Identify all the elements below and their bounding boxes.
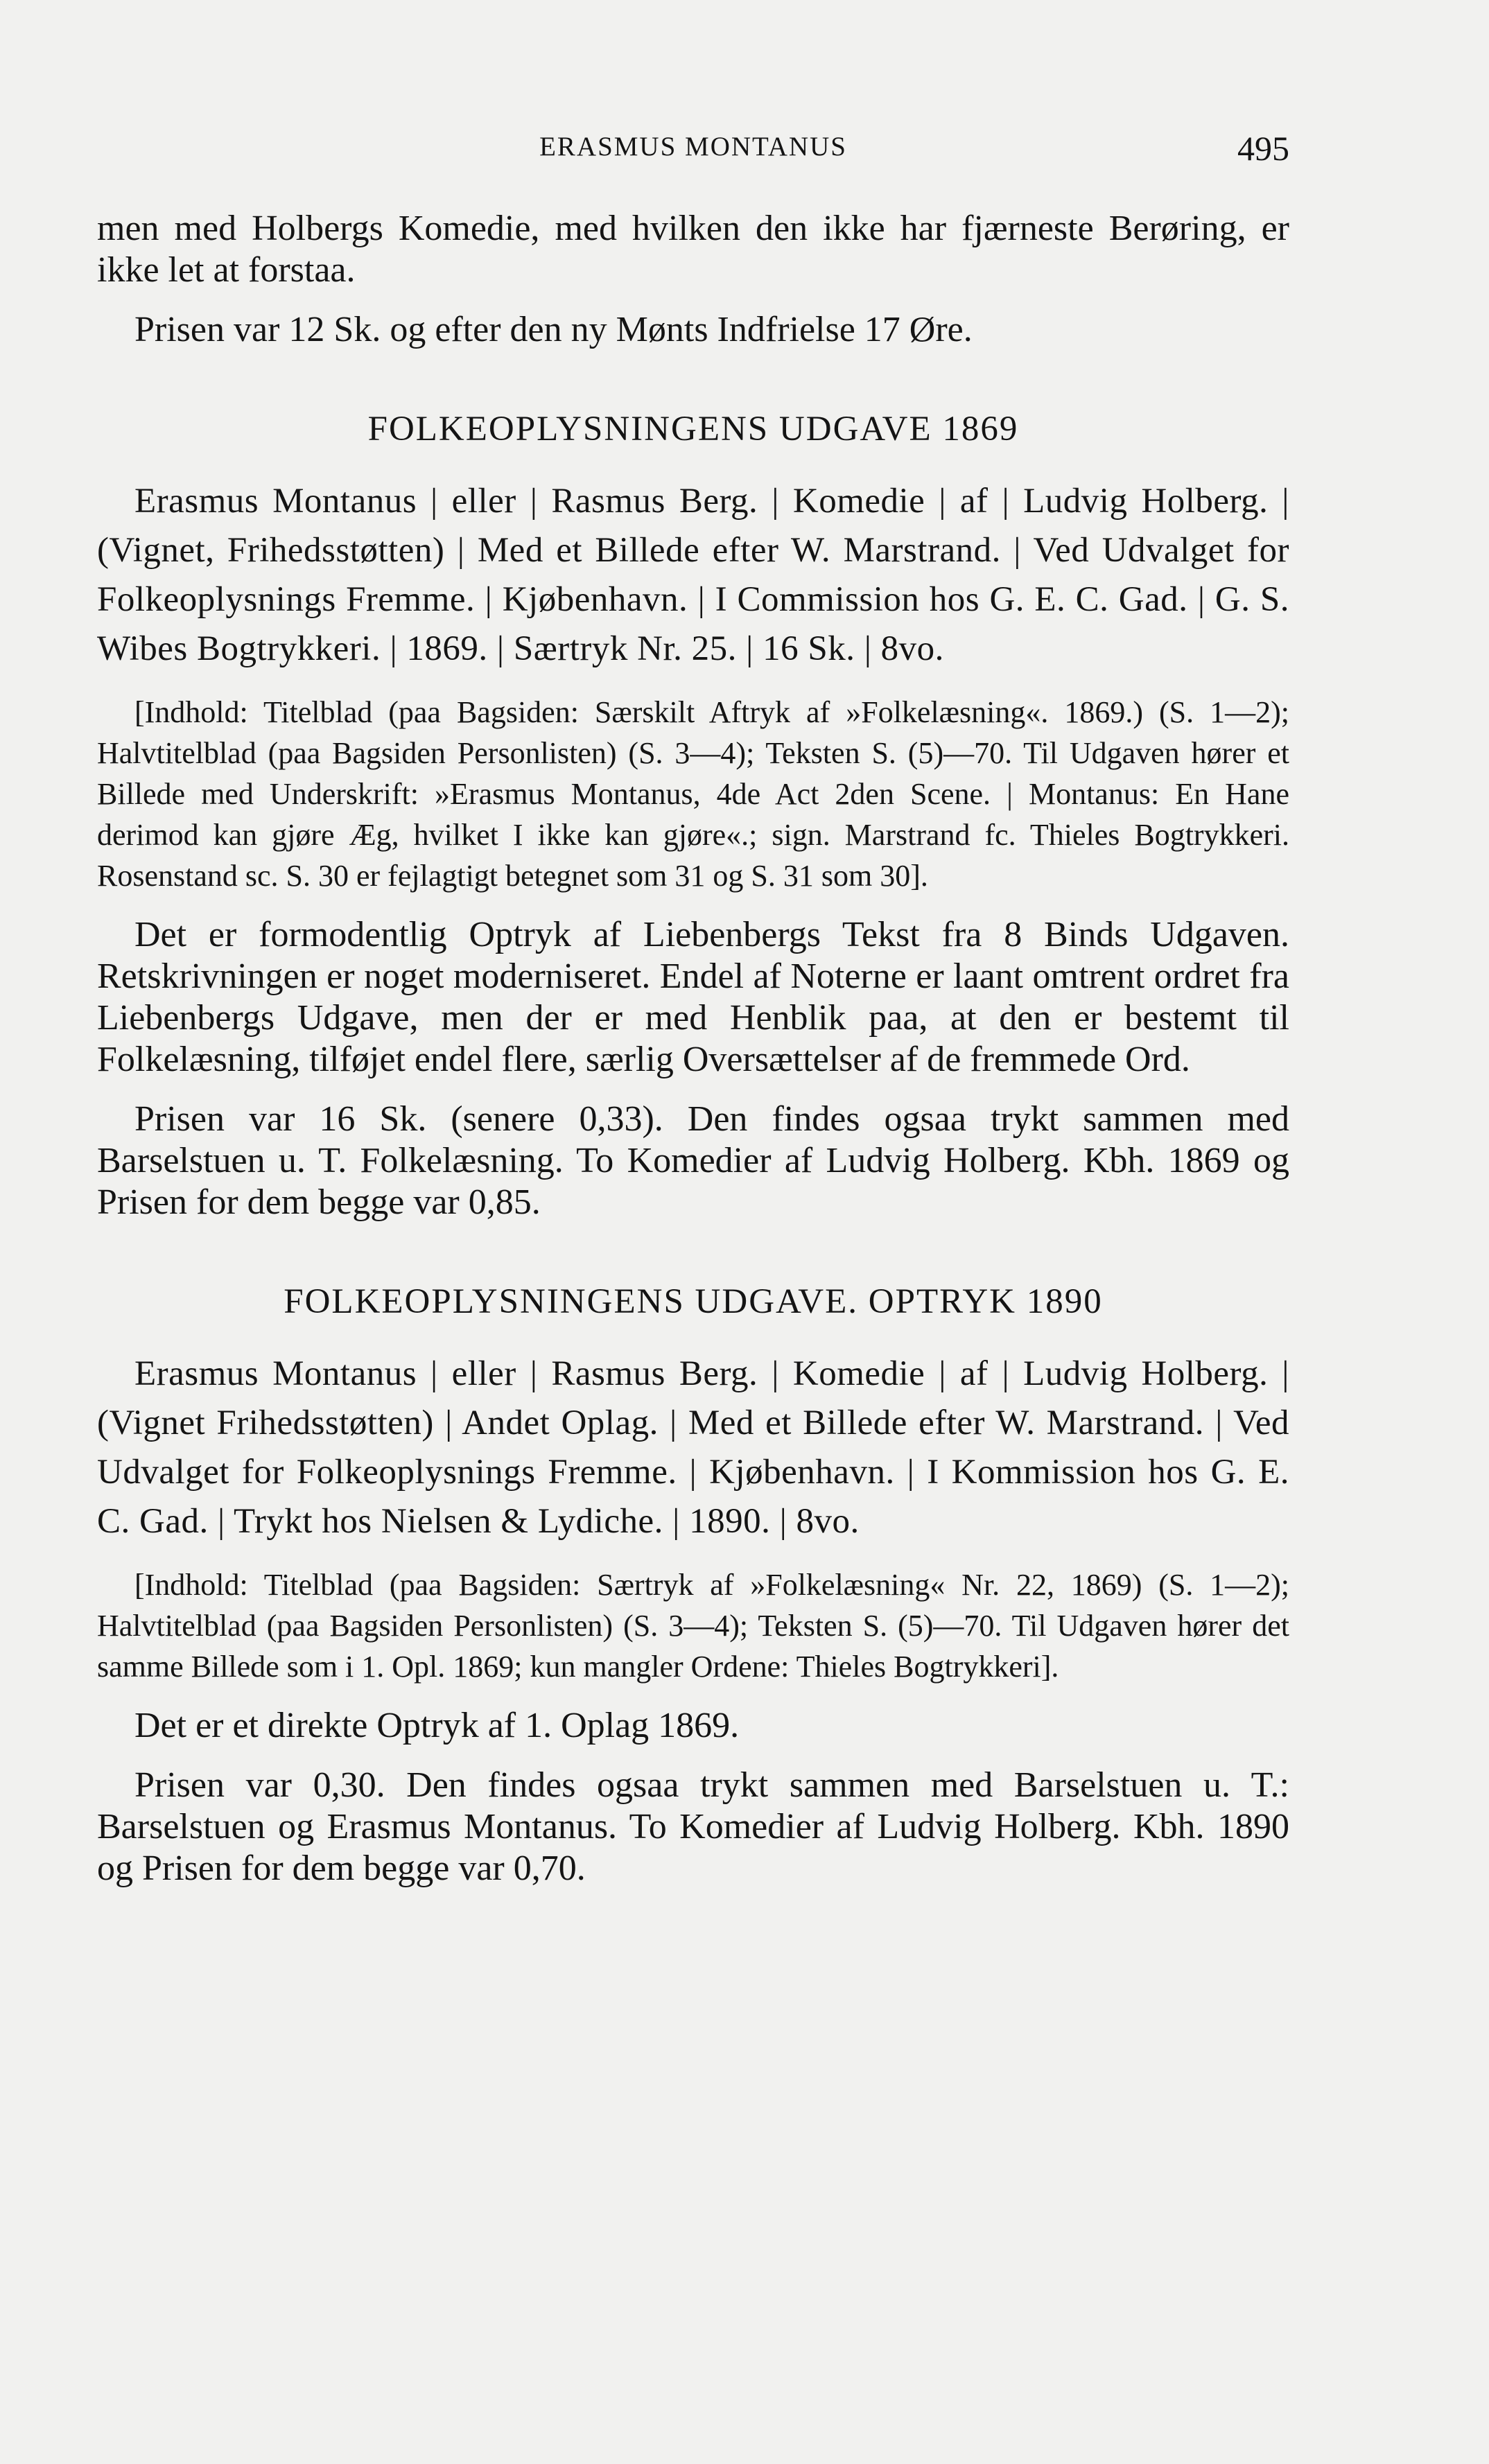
- running-header: [97, 128, 1289, 170]
- contents-note-1890: [Indhold: Titelblad (paa Bagsiden: Særtryk af »Folkelæsning« Nr. 22, 1869) (S. 1—2); Halvtitelblad (paa Bagsiden Personlisten) (S. 3—4); Teksten S. (5)—70. Til Udgaven hører det samme Billede som i 1. Opl. 1869; kun mangler Ordene: Thieles Bogtrykkeri].: [97, 1568, 1289, 1684]
- commentary-1869: Det er formodentlig Optryk af Liebenbergs Tekst fra 8 Binds Udgaven. Retskrivningen er noget moderniseret. Endel af Noterne er laant omtrent ordret fra Liebenbergs Udgave, men der er med Henblik paa, at den er bestemt til Folkelæsning, tilføjet endel flere, særlig Oversættelser af de fremmede Ord.: [97, 915, 1289, 1079]
- running-title: ERASMUS MONTANUS: [539, 132, 847, 161]
- intro-continuation: men med Holbergs Komedie, med hvilken den ikke har fjærneste Berøring, er ikke let at forstaa.: [97, 209, 1289, 290]
- intro-price: Prisen var 12 Sk. og efter den ny Mønts Indfrielse 17 Øre.: [134, 310, 973, 349]
- page-number: 495: [1237, 129, 1289, 168]
- page-content: [97, 208, 1289, 1889]
- title-description-1869: Erasmus Montanus | eller | Rasmus Berg. | Komedie | af | Ludvig Holberg. | (Vignet, Frihedsstøtten) | Med et Billede efter W. Marstrand. | Ved Udvalget for Folkeoplysnings Fremme. | Kjøbenhavn. | I Commission hos G. E. C. Gad. | G. S. Wibes Bogtrykkeri. | 1869. | Særtryk Nr. 25. | 16 Sk. | 8vo.: [97, 482, 1289, 668]
- section-1869: [97, 409, 1289, 1223]
- commentary-1890: Det er et direkte Optryk af 1. Oplag 1869.: [134, 1706, 740, 1745]
- section-heading-1890: FOLKEOPLYSNINGENS UDGAVE. OPTRYK 1890: [284, 1282, 1103, 1321]
- price-1869: Prisen var 16 Sk. (senere 0,33). Den findes ogsaa trykt sammen med Barselstuen u. T. Folkelæsning. To Komedier af Ludvig Holberg. Kbh. 1869 og Prisen for dem begge var 0,85.: [97, 1099, 1289, 1222]
- section-heading-1869: FOLKEOPLYSNINGENS UDGAVE 1869: [367, 410, 1019, 448]
- price-1890: Prisen var 0,30. Den findes ogsaa trykt sammen med Barselstuen u. T.: Barselstuen og Erasmus Montanus. To Komedier af Ludvig Holberg. Kbh. 1890 og Prisen for dem begge var 0,70.: [97, 1765, 1289, 1888]
- title-description-1890: Erasmus Montanus | eller | Rasmus Berg. | Komedie | af | Ludvig Holberg. | (Vignet Frihedsstøtten) | Andet Oplag. | Med et Billede efter W. Marstrand. | Ved Udvalget for Folkeoplysnings Fremme. | Kjøbenhavn. | I Kommission hos G. E. C. Gad. | Trykt hos Nielsen & Lydiche. | 1890. | 8vo.: [97, 1354, 1289, 1541]
- book-page: [97, 0, 1289, 2464]
- section-1890: [97, 1282, 1289, 1889]
- contents-note-1869: [Indhold: Titelblad (paa Bagsiden: Særskilt Aftryk af »Folkelæsning«. 1869.) (S. 1—2); Halvtitelblad (paa Bagsiden Personlisten) (S. 3—4); Teksten S. (5)—70. Til Udgaven hører et Billede med Underskrift: »Erasmus Montanus, 4de Act 2den Scene. | Montanus: En Hane derimod kan gjøre Æg, hvilket I ikke kan gjøre«.; sign. Marstrand fc. Thieles Bogtrykkeri. Rosenstand sc. S. 30 er fejlagtigt betegnet som 31 og S. 31 som 30].: [97, 695, 1289, 893]
